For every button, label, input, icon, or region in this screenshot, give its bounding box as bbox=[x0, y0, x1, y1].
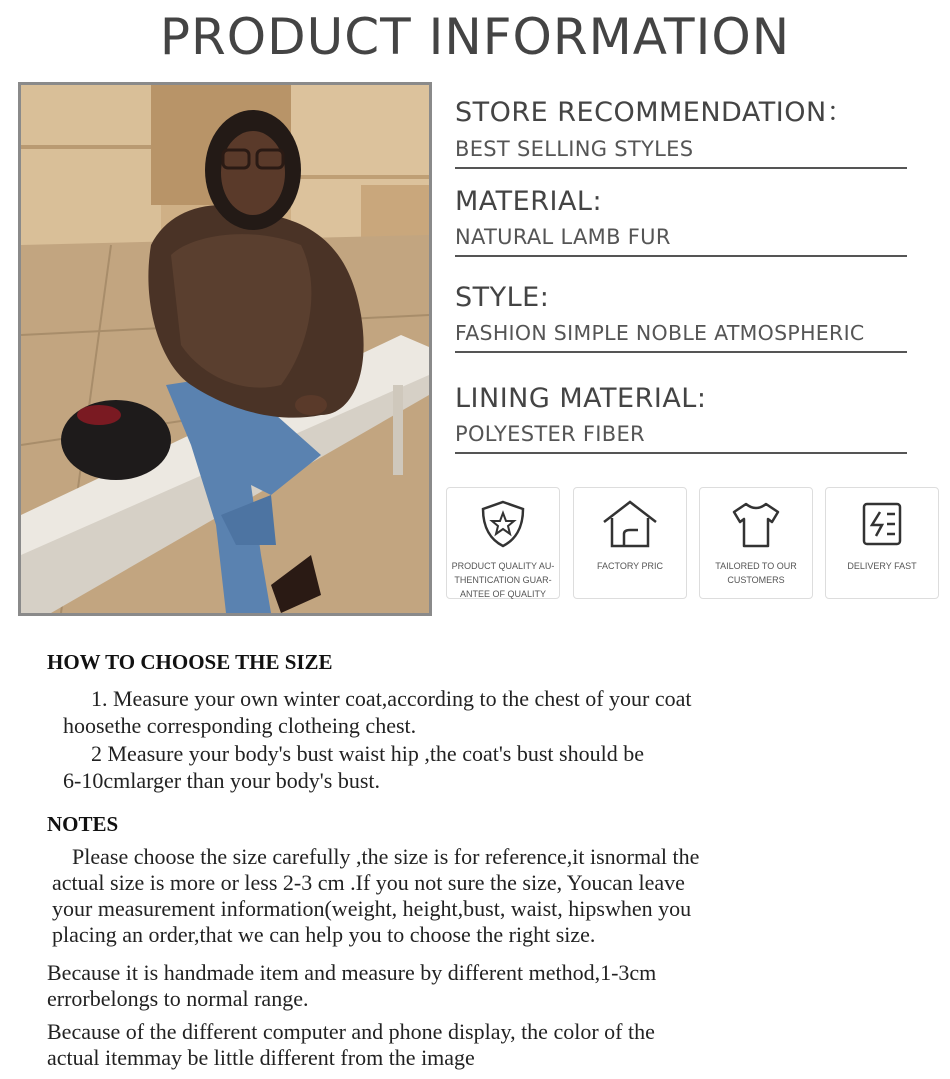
badge-quality bbox=[446, 487, 560, 599]
notes-heading: NOTES bbox=[47, 812, 119, 836]
notes-line: Please choose the size carefully ,the size is for reference,it isnormal the bbox=[72, 844, 700, 869]
shield-star-icon bbox=[477, 498, 529, 550]
divider bbox=[455, 167, 907, 169]
badge-text: CUSTOMERS bbox=[727, 575, 785, 585]
badge-text: ANTEE OF QUALITY bbox=[459, 589, 546, 599]
spec-value: FASHION SIMPLE NOBLE ATMOSPHERIC bbox=[455, 321, 865, 345]
spec-label: MATERIAL: bbox=[455, 186, 603, 217]
notes-line: placing an order,that we can help you to choose the right size. bbox=[52, 922, 596, 947]
divider bbox=[455, 351, 907, 353]
badge-factory-price bbox=[573, 487, 687, 599]
spec-label: LINING MATERIAL: bbox=[455, 383, 707, 414]
product-photo bbox=[18, 82, 432, 616]
spec-value: BEST SELLING STYLES bbox=[455, 137, 694, 161]
badge-text: DELIVERY FAST bbox=[847, 561, 917, 571]
spec-store-recommendation bbox=[455, 90, 925, 169]
notes-line: actual itemmay be little different from the image bbox=[47, 1045, 475, 1070]
notes-line: Because it is handmade item and measure by different method,1-3cm bbox=[47, 960, 657, 985]
size-guide-line: 6-10cmlarger than your body's bust. bbox=[63, 768, 381, 793]
divider bbox=[455, 255, 907, 257]
notes-line: your measurement information(weight, height,bust, waist, hipswhen you bbox=[52, 896, 692, 921]
notes-line: errorbelongs to normal range. bbox=[47, 986, 309, 1011]
badge-tailored bbox=[699, 487, 813, 599]
house-icon bbox=[600, 498, 660, 550]
spec-lining-material bbox=[455, 383, 925, 454]
divider bbox=[455, 452, 907, 454]
spec-value: POLYESTER FIBER bbox=[455, 422, 645, 446]
spec-material bbox=[455, 186, 925, 257]
spec-style bbox=[455, 282, 925, 353]
badge-text: TAILORED TO OUR bbox=[715, 561, 797, 571]
size-guide-heading: HOW TO CHOOSE THE SIZE bbox=[47, 650, 333, 674]
delivery-icon bbox=[852, 498, 912, 550]
notes-line: Because of the different computer and phone display, the color of the bbox=[47, 1019, 655, 1044]
badge-text: PRODUCT QUALITY AU- bbox=[451, 561, 555, 571]
size-guide-line: 2 Measure your body's bust waist hip ,the coat's bust should be bbox=[91, 741, 644, 766]
spec-value: NATURAL LAMB FUR bbox=[455, 225, 671, 249]
spec-label: STYLE: bbox=[455, 282, 550, 313]
notes-line: actual size is more or less 2-3 cm .If you not sure the size, Youcan leave bbox=[52, 870, 685, 895]
badge-text: THENTICATION GUAR- bbox=[454, 575, 552, 585]
page-title: PRODUCT INFORMATION bbox=[159, 8, 791, 66]
badge-text: FACTORY PRIC bbox=[596, 561, 664, 571]
badge-delivery bbox=[825, 487, 939, 599]
size-guide-line: hoosethe corresponding clotheing chest. bbox=[63, 713, 417, 738]
spec-label: STORE RECOMMENDATION： bbox=[455, 97, 855, 128]
size-guide-line: 1. Measure your own winter coat,according to the chest of your coat bbox=[91, 686, 692, 711]
tshirt-icon bbox=[726, 498, 786, 550]
